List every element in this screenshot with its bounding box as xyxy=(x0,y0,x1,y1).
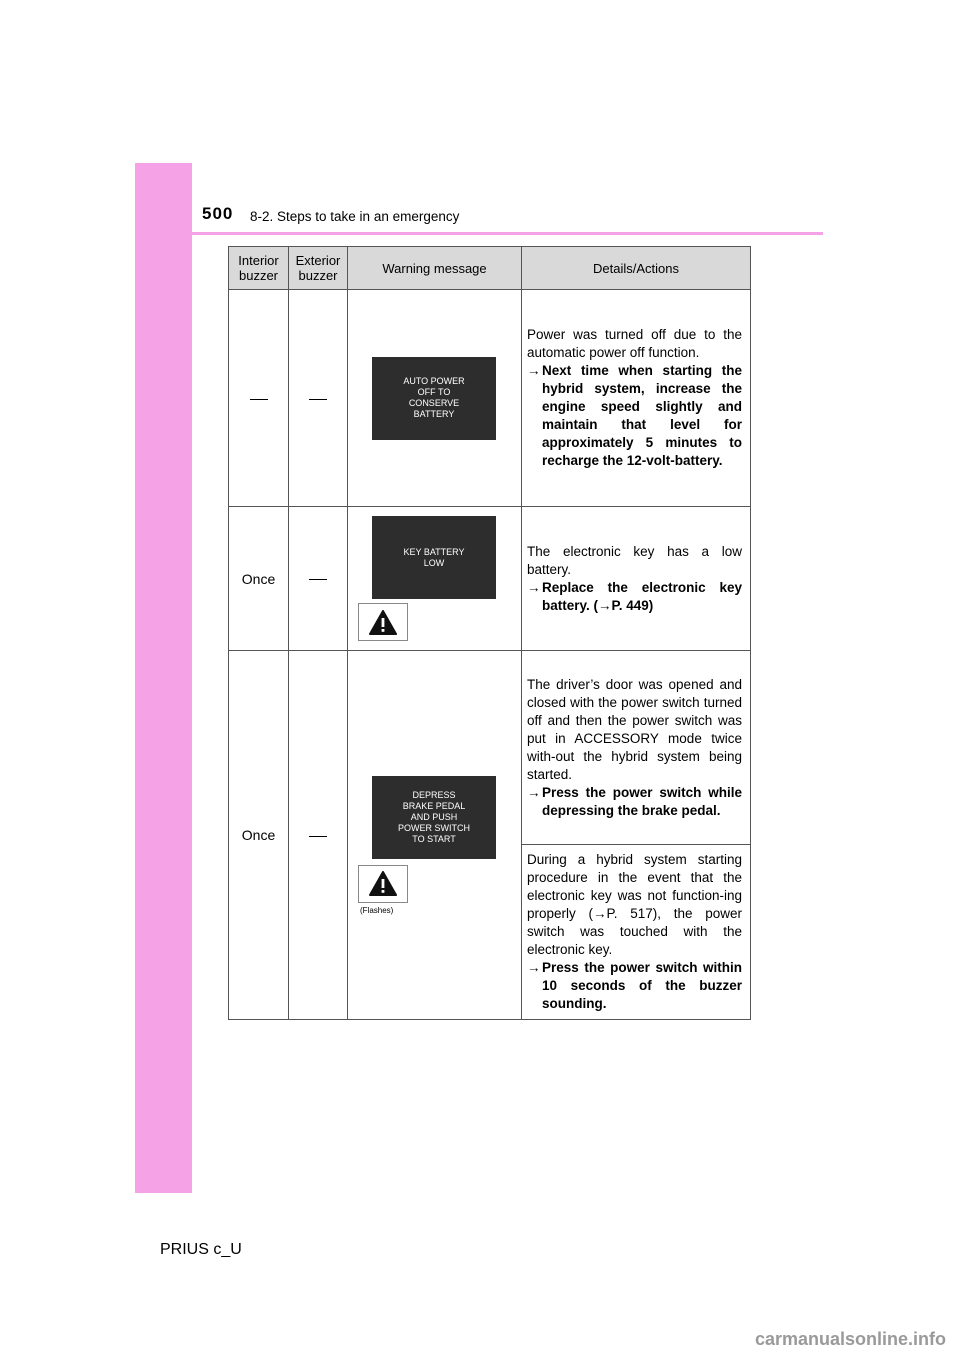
dash-icon xyxy=(309,836,327,837)
display-message: KEY BATTERY LOW xyxy=(372,516,496,599)
interior-buzzer-cell: Once xyxy=(229,507,289,651)
warning-message-cell xyxy=(348,290,522,507)
action-item xyxy=(527,579,742,615)
flashes-caption: (Flashes) xyxy=(360,905,394,915)
action-text: Next time when starting the hybrid system, increase the engine speed slightly and maintain that level for approximately 5 minutes to recharge the 12-volt-battery. xyxy=(542,363,742,468)
arrow-icon: → xyxy=(527,960,541,975)
action-item xyxy=(527,959,742,1013)
action-text: Press the power switch within 10 seconds of the buzzer sounding. xyxy=(542,960,742,1011)
details-text: Power was turned off due to the automatic power off function. xyxy=(527,327,742,360)
table-row xyxy=(229,651,751,845)
col-header-exterior-buzzer: Exterior buzzer xyxy=(289,247,348,290)
warning-table xyxy=(228,246,751,1020)
details-text: The driver’s door was opened and closed with the power switch turned off and then the power switch was put in ACCESSORY mode twice with-out the hybrid system being started. xyxy=(527,676,742,782)
details-text: During a hybrid system starting procedure in the event that the electronic key was not function-ing properly (→P. 517), the power switch was touched with the electronic key. xyxy=(527,852,742,957)
arrow-icon: → xyxy=(527,784,541,800)
exterior-buzzer-cell xyxy=(289,507,348,651)
watermark: carmanualsonline.info xyxy=(754,1329,946,1349)
dash-icon xyxy=(309,579,327,580)
col-header-interior-buzzer: Interior buzzer xyxy=(229,247,289,290)
action-item xyxy=(527,784,742,820)
warning-message-cell xyxy=(348,507,522,651)
table-header-row xyxy=(229,247,751,290)
page-number: 500 xyxy=(202,204,234,223)
action-item xyxy=(527,362,742,470)
col-header-details-actions: Details/Actions xyxy=(522,247,751,290)
details-text: The electronic key has a low battery. xyxy=(527,543,742,577)
dash-icon xyxy=(250,399,268,400)
exterior-buzzer-cell xyxy=(289,290,348,507)
warning-message-cell xyxy=(348,651,522,1020)
details-cell xyxy=(522,290,751,507)
warning-triangle-icon xyxy=(358,865,408,903)
table-row xyxy=(229,290,751,507)
action-text: Replace the electronic key battery. (→P. 449) xyxy=(542,579,742,613)
display-message: DEPRESS BRAKE PEDAL AND PUSH POWER SWITCH TO START xyxy=(372,776,496,859)
details-cell xyxy=(522,651,751,845)
section-title: 8-2. Steps to take in an emergency xyxy=(250,209,460,224)
col-header-warning-message: Warning message xyxy=(348,247,522,290)
warning-triangle-icon xyxy=(358,603,408,641)
arrow-icon: → xyxy=(527,579,541,595)
exterior-buzzer-cell xyxy=(289,651,348,1020)
arrow-icon: → xyxy=(527,363,541,378)
interior-buzzer-cell: Once xyxy=(229,651,289,1020)
side-band xyxy=(135,163,192,1193)
interior-buzzer-cell xyxy=(229,290,289,507)
display-message: AUTO POWER OFF TO CONSERVE BATTERY xyxy=(372,357,496,440)
details-cell xyxy=(522,507,751,651)
header-rule xyxy=(135,232,823,235)
table-row xyxy=(229,507,751,651)
details-cell xyxy=(522,845,751,1020)
action-text: Press the power switch while depressing the brake pedal. xyxy=(542,784,742,818)
dash-icon xyxy=(309,399,327,400)
footer-model: PRIUS c_U xyxy=(160,1241,242,1258)
